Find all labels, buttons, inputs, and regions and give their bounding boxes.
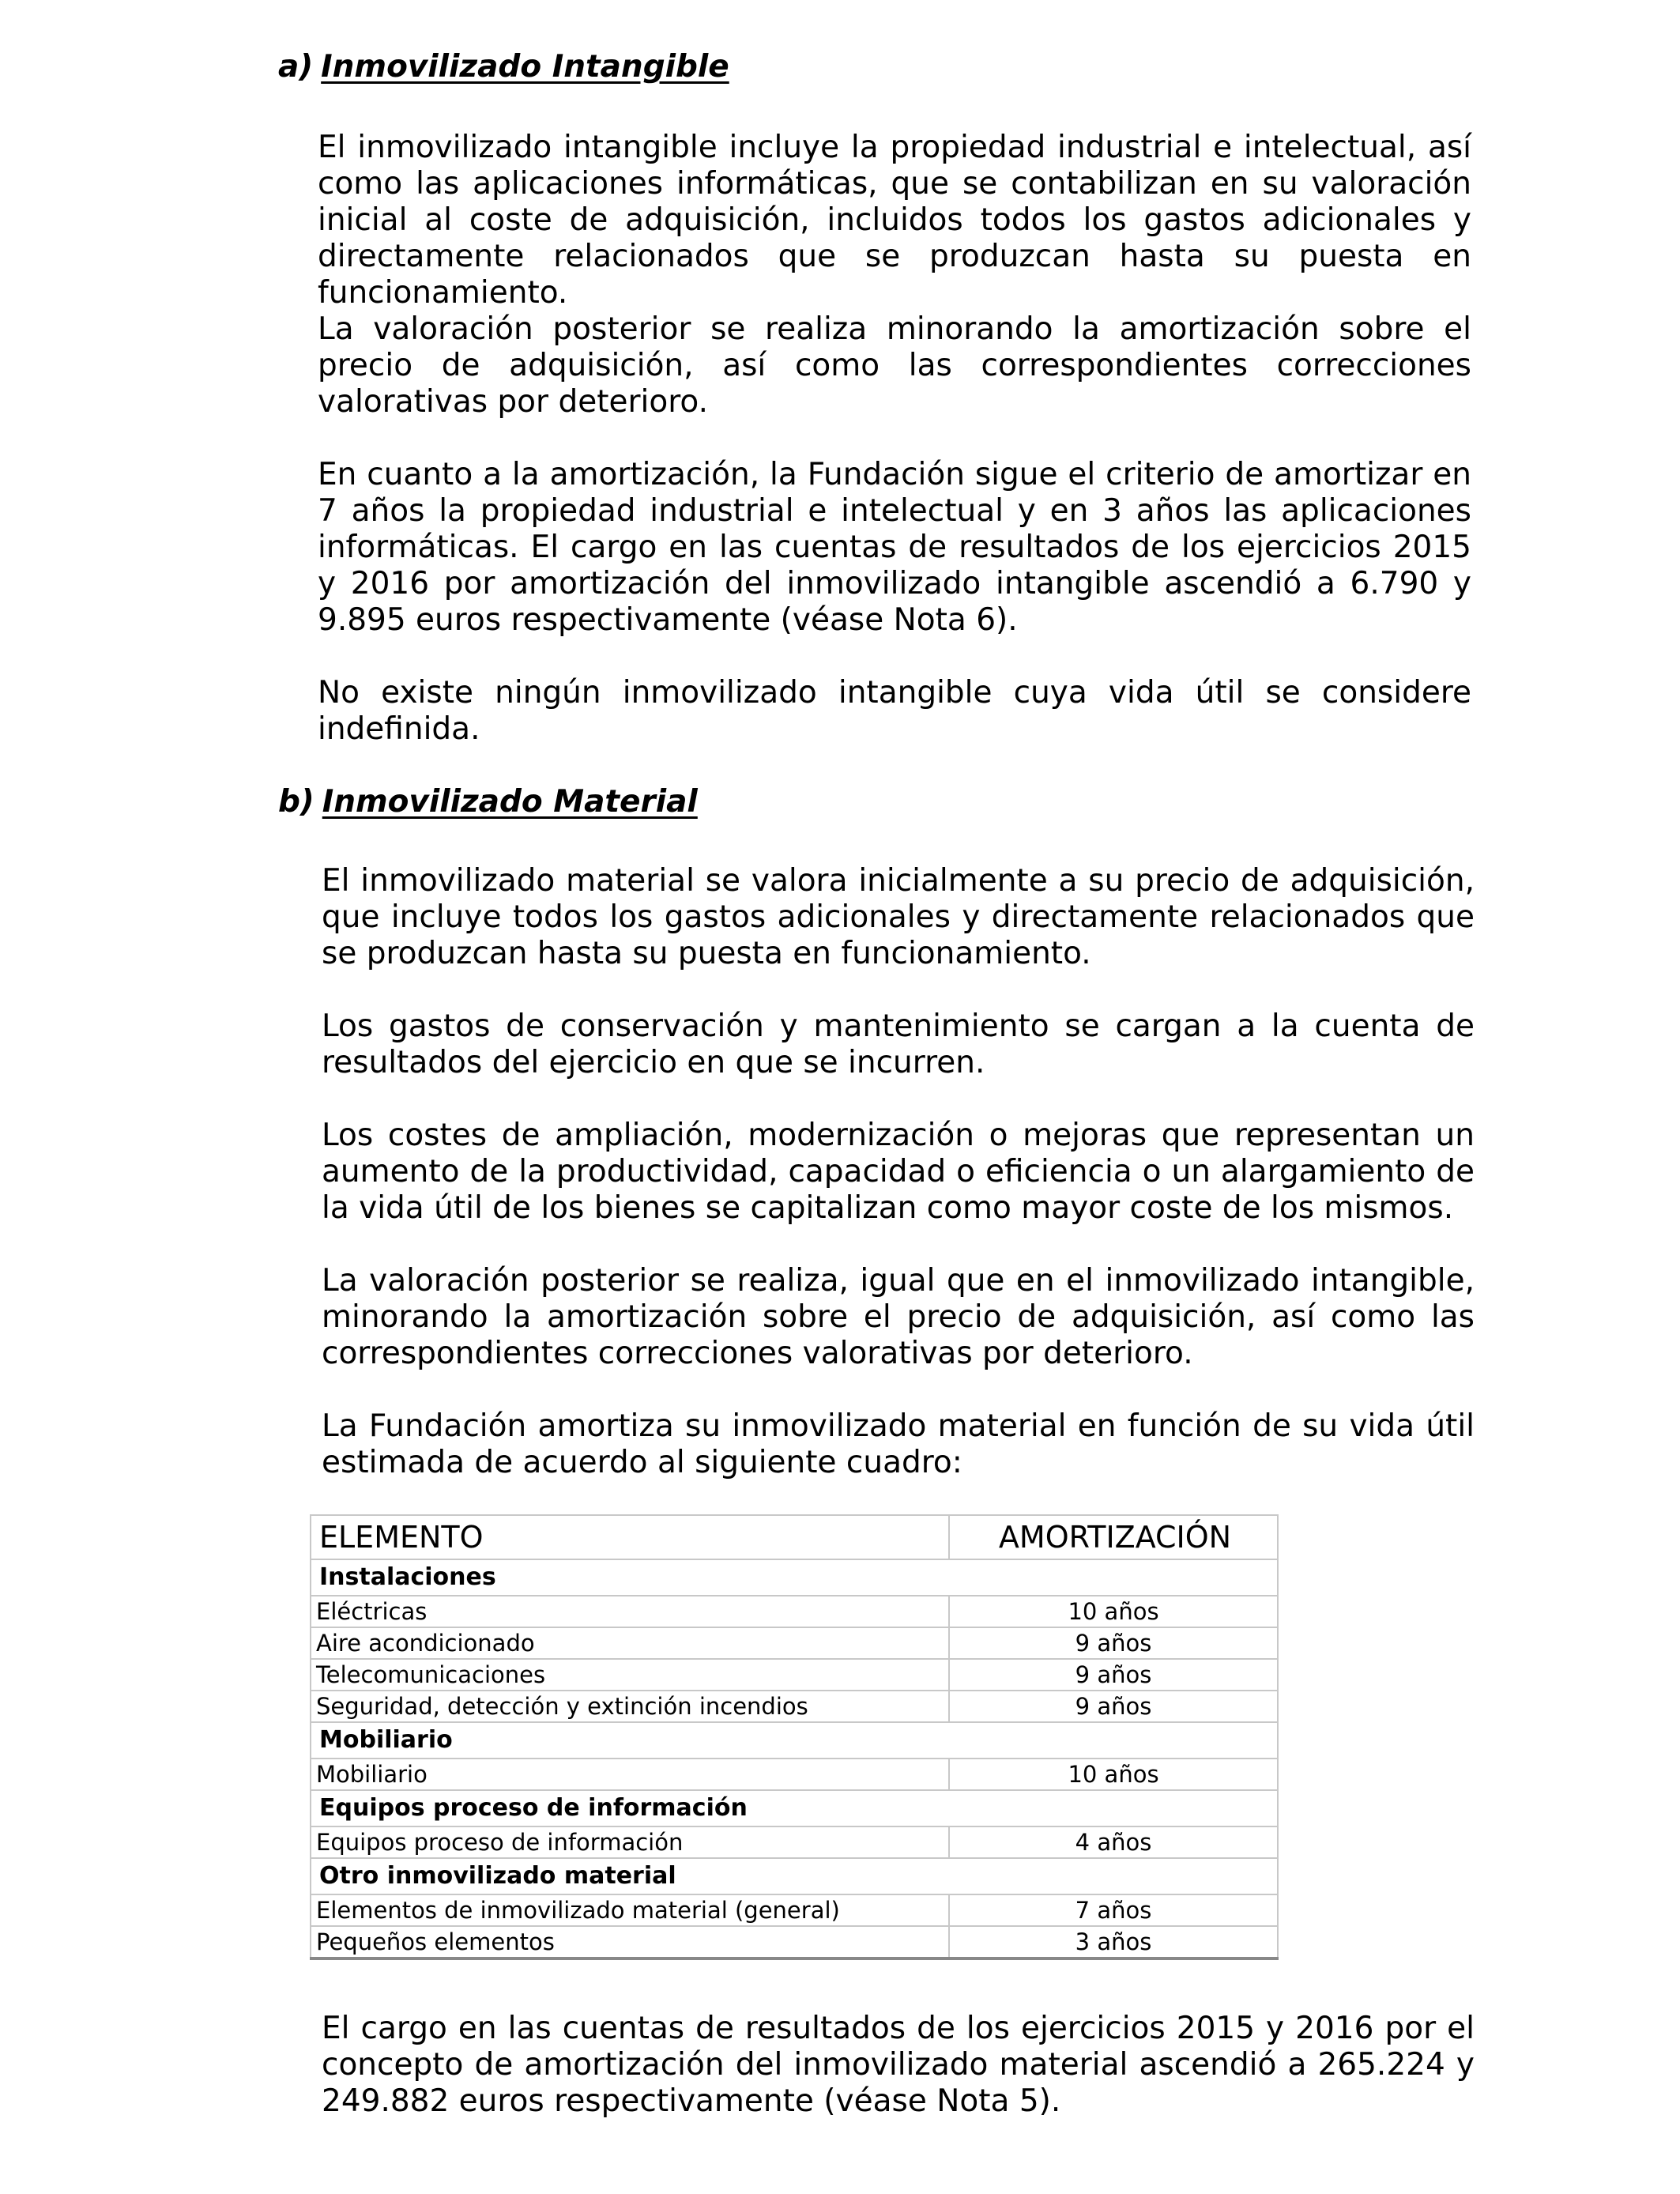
table-cell-amortization: 9 años [949, 1627, 1278, 1659]
section-b-paragraph-5: La Fundación amortiza su inmovilizado material en función de su vida útil estimada de acuerdo al siguiente cuadro: [322, 1408, 1475, 1480]
table-group-label: Instalaciones [311, 1559, 1278, 1596]
table-group-label: Otro inmovilizado material [311, 1858, 1278, 1894]
table-group-label: Mobiliario [311, 1722, 1278, 1759]
amortization-table [310, 1514, 1279, 1960]
table-row [311, 1691, 1278, 1722]
table-cell-element: Seguridad, detección y extinción incendios [311, 1691, 949, 1722]
table-row [311, 1894, 1278, 1926]
table-group-row [311, 1722, 1278, 1759]
section-b-title: Inmovilizado Material [322, 784, 698, 820]
table-row [311, 1659, 1278, 1691]
section-b-paragraph-3: Los costes de ampliación, modernización o mejoras que representan un aumento de la productividad, capacidad o eficiencia o un alargamiento de la vida útil de los bienes se capitalizan como mayor coste de los mismos. [322, 1118, 1475, 1226]
table-cell-element: Pequeños elementos [311, 1926, 949, 1958]
section-b-heading [278, 784, 698, 820]
section-b-letter: b) [278, 784, 315, 820]
table-cell-amortization: 4 años [949, 1826, 1278, 1858]
table-row [311, 1926, 1278, 1958]
section-a-title: Inmovilizado Intangible [321, 49, 729, 85]
table-cell-element: Aire acondicionado [311, 1627, 949, 1659]
section-b-closing-paragraph: El cargo en las cuentas de resultados de los ejercicios 2015 y 2016 por el concepto de amortización del inmovilizado material ascendió a 265.224 y 249.882 euros respectivamente (véase Nota 5). [322, 2011, 1475, 2119]
table-cell-element: Equipos proceso de información [311, 1826, 949, 1858]
table-cell-amortization: 9 años [949, 1691, 1278, 1722]
table-header-row [311, 1515, 1278, 1559]
table-group-row [311, 1790, 1278, 1826]
table-cell-amortization: 7 años [949, 1894, 1278, 1926]
table-cell-amortization: 9 años [949, 1659, 1278, 1691]
section-a-paragraph-4: No existe ningún inmovilizado intangible cuya vida útil se considere indefinida. [318, 675, 1471, 747]
table-group-row [311, 1858, 1278, 1894]
table-cell-element: Eléctricas [311, 1596, 949, 1627]
section-a-letter: a) [278, 49, 314, 85]
section-a-paragraph-3: En cuanto a la amortización, la Fundación sigue el criterio de amortizar en 7 años la propiedad industrial e intelectual y en 3 años las aplicaciones informáticas. El cargo en las cuentas de resultados de los ejercicios 2015 y 2016 por amortización del inmovilizado intangible ascendió a 6.790 y 9.895 euros respectivamente (véase Nota 6). [318, 457, 1471, 638]
table-cell-element: Elementos de inmovilizado material (general) [311, 1894, 949, 1926]
table-cell-amortization: 3 años [949, 1926, 1278, 1958]
table-header-element: ELEMENTO [311, 1515, 949, 1559]
section-a-paragraph-2: La valoración posterior se realiza minorando la amortización sobre el precio de adquisición, así como las correspondientes correcciones valorativas por deterioro. [318, 311, 1471, 420]
section-b-paragraph-1: El inmovilizado material se valora inicialmente a su precio de adquisición, que incluye todos los gastos adicionales y directamente relacionados que se produzcan hasta su puesta en funcionamiento. [322, 863, 1475, 971]
table-row [311, 1826, 1278, 1858]
table-cell-element: Mobiliario [311, 1759, 949, 1790]
table-row [311, 1759, 1278, 1790]
table-group-label: Equipos proceso de información [311, 1790, 1278, 1826]
section-a-heading [278, 49, 729, 85]
table-header-amortization: AMORTIZACIÓN [949, 1515, 1278, 1559]
section-a-paragraph-1: El inmovilizado intangible incluye la propiedad industrial e intelectual, así como las aplicaciones informáticas, que se contabilizan en su valoración inicial al coste de adquisición, incluidos todos los gastos adicionales y directamente relacionados que se produzcan hasta su puesta en funcionamiento. [318, 130, 1471, 311]
table-group-row [311, 1559, 1278, 1596]
section-b-paragraph-4: La valoración posterior se realiza, igual que en el inmovilizado intangible, minorando la amortización sobre el precio de adquisición, así como las correspondientes correcciones valorativas por deterioro. [322, 1263, 1475, 1371]
table-cell-amortization: 10 años [949, 1596, 1278, 1627]
table-row [311, 1627, 1278, 1659]
section-b-paragraph-2: Los gastos de conservación y mantenimiento se cargan a la cuenta de resultados del ejercicio en que se incurren. [322, 1008, 1475, 1080]
table-cell-element: Telecomunicaciones [311, 1659, 949, 1691]
table-cell-amortization: 10 años [949, 1759, 1278, 1790]
table-row [311, 1596, 1278, 1627]
